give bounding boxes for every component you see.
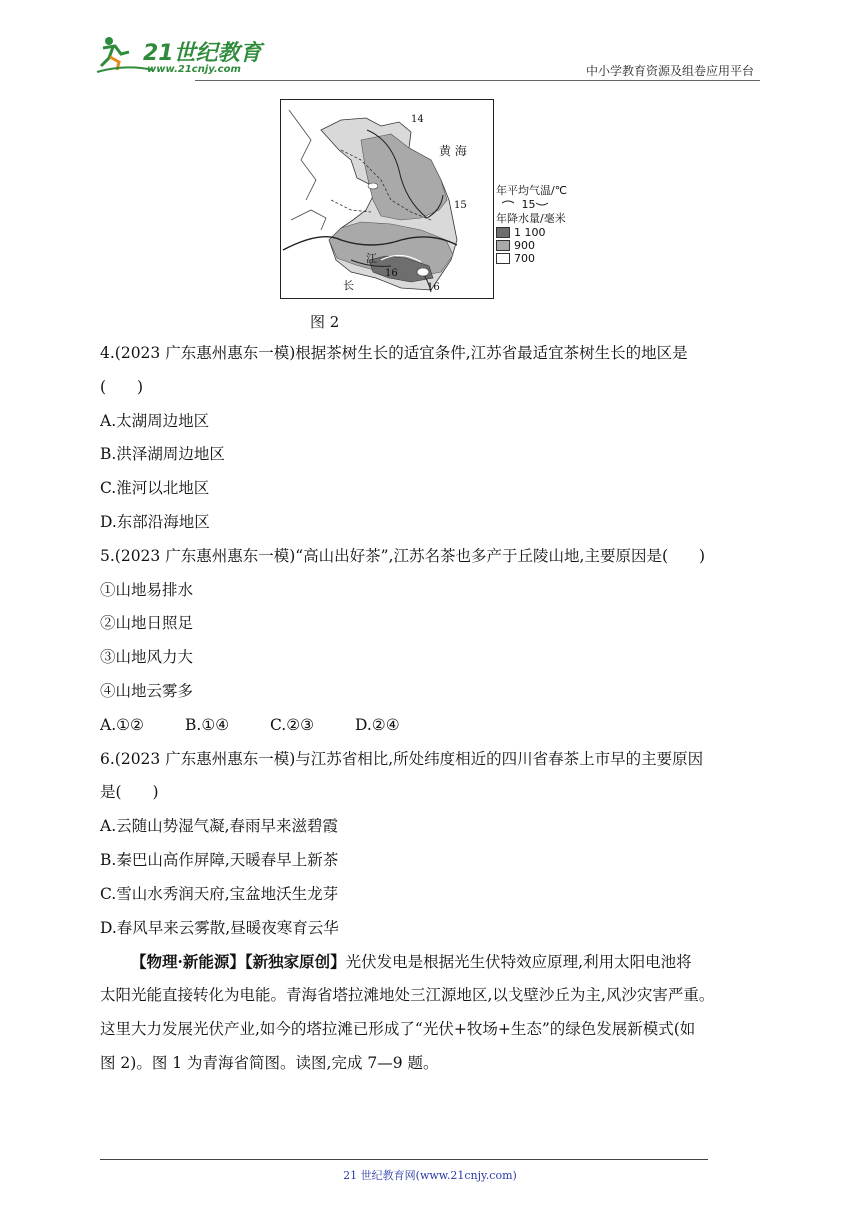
q5-option-b: B.①④ [185,715,230,734]
passage-line-1-text: 光伏发电是根据光生伏特效应原理,利用太阳电池将 [345,953,692,972]
q6-stem: 6.(2023 广东惠州惠东一模)与江苏省相比,所处纬度相近的四川省春茶上市早的主要原因 [100,749,704,768]
q5-statement-1: ①山地易排水 [100,580,194,599]
legend-item-900 [496,239,568,252]
q4-option-c: C.淮河以北地区 [100,479,210,498]
q4-option-d: D.东部沿海地区 [100,512,210,531]
q4-option-a: A.太湖周边地区 [100,411,210,430]
map-frame [280,99,494,299]
q6-option-a: A.云随山势湿气凝,春雨早来滋碧霞 [100,817,339,836]
legend-item-1100 [496,226,568,239]
q5-option-d: D.②④ [355,715,400,734]
map-label-river-1: 江 [366,252,377,265]
map-label-iso-16b: 16 [427,282,440,293]
map-legend [496,184,568,265]
legend-temp-title: 年平均气温/℃ [496,184,568,197]
q6-stem-bracket: 是( ) [100,783,159,802]
passage-tag: 【物理·新能源】【新独家原创】 [131,952,346,972]
legend-swatch-1100 [496,227,510,238]
header-platform-text: 中小学教育资源及组卷应用平台 [585,64,754,78]
question-content [100,337,765,1081]
map-label-river-2: 长 [343,279,354,292]
page-header [95,30,760,80]
legend-isotherm-value: 15 [521,198,536,211]
legend-label-1100: 1 100 [514,226,546,239]
map-label-sea: 黄 海 [439,144,467,158]
q5-option-a: A.①② [100,715,144,734]
q5-statement-4: ④山地云雾多 [100,681,194,700]
logo-url: www.21cnjy.com [147,64,241,75]
q5-options [100,709,765,743]
legend-isotherm-sample [496,198,568,212]
legend-item-700 [496,252,568,265]
q4-option-b: B.洪泽湖周边地区 [100,445,225,464]
passage-line-2: 太阳光能直接转化为电能。青海省塔拉滩地处三江源地区,以戈壁沙丘为主,风沙灾害严重。 [100,986,715,1005]
map-label-iso-14: 14 [411,114,424,125]
figure-caption: 图 2 [310,313,340,331]
logo [95,34,265,76]
footer-divider [100,1159,708,1160]
q5-statement-3: ③山地风力大 [100,648,194,667]
legend-label-900: 900 [514,239,535,252]
footer-text: 21 世纪教育网(www.21cnjy.com) [343,1169,517,1182]
passage-line-1 [100,945,765,979]
map-label-iso-15: 15 [454,200,467,211]
passage-line-4: 图 2)。图 1 为青海省简图。读图,完成 7—9 题。 [100,1053,439,1072]
legend-swatch-900 [496,240,510,251]
logo-text: 21世纪教育 [143,41,262,66]
q4-stem: 4.(2023 广东惠州惠东一模)根据茶树生长的适宜条件,江苏省最适宜茶树生长的地区是 [100,344,688,362]
q4-stem-bracket: ( ) [100,377,144,396]
legend-precip-title: 年降水量/毫米 [496,212,566,225]
legend-label-700: 700 [514,252,535,265]
q6-option-d: D.春风早来云雾散,昼暖夜寒育云华 [100,918,339,937]
map-label-iso-16a: 16 [385,268,398,279]
q5-statement-2: ②山地日照足 [100,614,194,633]
passage-line-3: 这里大力发展光伏产业,如今的塔拉滩已形成了“光伏+牧场+生态”的绿色发展新模式(如 [100,1019,696,1038]
q6-option-c: C.雪山水秀润天府,宝盆地沃生龙芽 [100,884,339,903]
q5-stem: 5.(2023 广东惠州惠东一模)“高山出好茶”,江苏名茶也多产于丘陵山地,主要原因是( ) [100,546,706,565]
q5-option-c: C.②③ [270,715,315,734]
legend-swatch-700 [496,253,510,264]
header-divider [195,80,760,81]
q6-option-b: B.秦巴山高作屏障,天暖春早上新茶 [100,850,339,869]
